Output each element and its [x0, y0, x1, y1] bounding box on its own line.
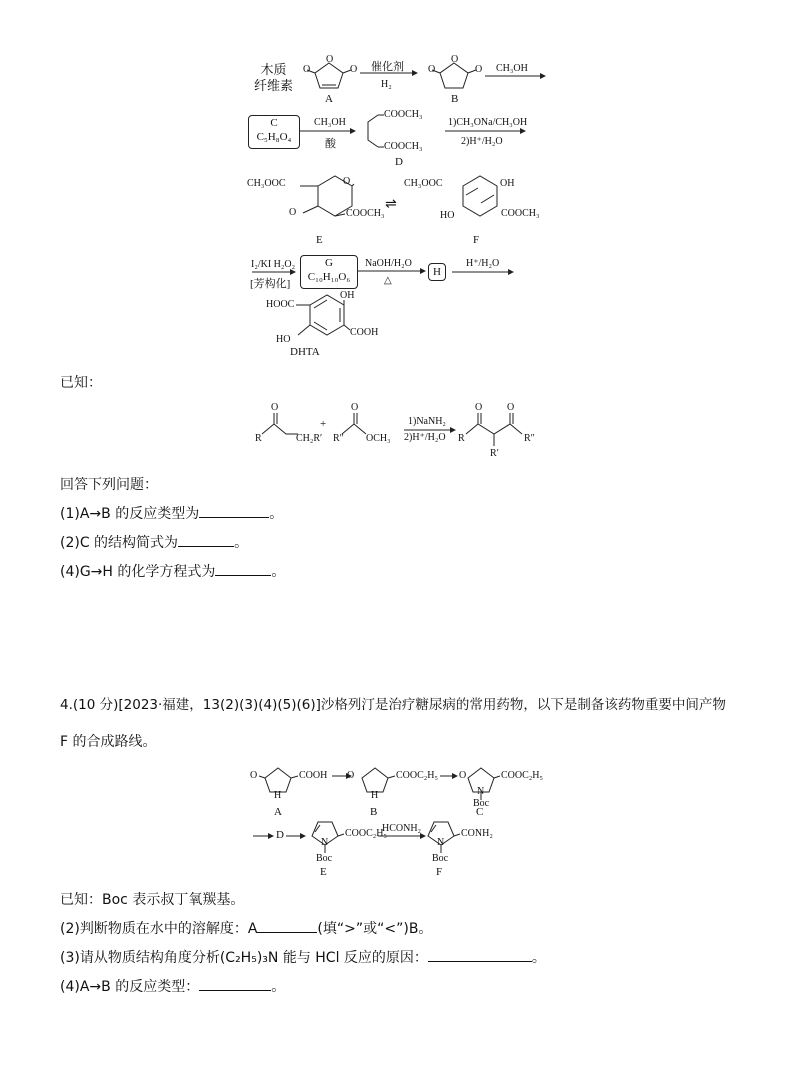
q4-item-3-text: (3)请从物质结构角度分析(C₂H₅)₃N 能与 HCl 反应的原因： [60, 950, 428, 966]
k-pr2: R″ [524, 433, 535, 444]
q4-known: 已知：Boc 表示叔丁氧羰基。 [60, 892, 245, 908]
k-cond2: 2)H⁺/H₂O [404, 432, 446, 443]
h2-label: H₂ [381, 79, 392, 90]
k-o1: O [271, 402, 279, 413]
step2: 2)H⁺/H₂O [461, 136, 503, 147]
compound-c-box: C C₅H₈O₄ [248, 115, 300, 149]
b-o-left: O [428, 64, 436, 75]
q4-c-boc: Boc [473, 798, 490, 809]
naoh-cond: NaOH/H₂O [365, 258, 412, 269]
q4-a-o: O [250, 770, 258, 781]
k-o3: O [475, 402, 483, 413]
answer-blank-2[interactable] [178, 534, 234, 547]
dhta-oh: OH [340, 290, 355, 301]
label-f: F [473, 234, 480, 246]
ch3oh-1: CH₃OH [496, 63, 528, 74]
label-b: B [451, 93, 459, 105]
d-bottom: COOCH₃ [384, 141, 423, 152]
equilibrium-arrow: ⇌ [385, 196, 397, 212]
b-o-right: O [475, 64, 483, 75]
e-right: COOCH₃ [346, 208, 385, 219]
step1: 1)CH₃ONa/CH₃OH [448, 117, 528, 128]
k-o4: O [507, 402, 515, 413]
a-o-left: O [303, 64, 311, 75]
d-top: COOCH₃ [384, 109, 423, 120]
q4-f-amide: CONH₂ [461, 828, 493, 839]
k-pr: R [458, 433, 465, 444]
q4-item-4-end: 。 [271, 979, 286, 995]
dhta-hooc: HOOC [266, 299, 295, 310]
compound-d-structure [368, 115, 384, 147]
q4-f-boc: Boc [432, 853, 449, 864]
compound-dhta-structure [296, 295, 350, 335]
q3-item-1 [60, 503, 283, 523]
i2-cond: I₂/KI H₂O₂ [251, 259, 296, 270]
answer-blank-5[interactable] [428, 949, 532, 962]
k-o2: O [351, 402, 359, 413]
q4-hconh2: HCONH₂ [382, 823, 422, 834]
q4-label-b: B [370, 806, 378, 818]
f-right: COOCH₃ [501, 208, 540, 219]
q4-c-o: O [459, 770, 467, 781]
q4-label-f: F [436, 866, 443, 878]
dhta-ho: HO [276, 334, 291, 345]
q4-item-3 [60, 947, 546, 967]
q3-item-2 [60, 532, 248, 552]
answer-blank-3[interactable] [215, 563, 271, 576]
q4-item-3-end: 。 [531, 950, 546, 966]
compound-a-structure [307, 63, 351, 88]
a-o-top: O [326, 54, 334, 65]
q4-b-o: O [347, 770, 355, 781]
acid-label: 酸 [325, 138, 336, 150]
a-o-right: O [350, 64, 358, 75]
e-o1: O [343, 176, 351, 187]
q4-c-ester: COOC₂H₅ [501, 770, 543, 781]
aromatization: [芳构化] [250, 278, 291, 290]
q4-f-n: N [437, 837, 445, 848]
known-title: 已知： [60, 375, 102, 391]
hplus-cond: H⁺/H₂O [466, 258, 500, 269]
heat-symbol: △ [384, 275, 392, 286]
q4-item-2-text: (2)判断物质在水中的溶解度：A [60, 921, 258, 937]
q4-item-2-tail: (填“>”或“<”)B。 [317, 921, 433, 937]
q4-b-ester: COOC₂H₅ [396, 770, 438, 781]
answer-blank-6[interactable] [199, 978, 271, 991]
compound-b-structure [432, 63, 476, 88]
q3-item-2-end: 。 [234, 535, 249, 551]
q3-item-1-text: (1)A→B 的反应类型为 [60, 506, 200, 522]
q4-c-n: N [477, 786, 485, 797]
q3-item-4 [60, 561, 285, 581]
wood-cellulose: 木质 纤维素 [254, 62, 294, 93]
ch3oh-2: CH₃OH [314, 117, 346, 128]
q4-a-cooh: COOH [299, 770, 328, 781]
e-left: CH₃OOC [247, 178, 286, 189]
q4-label-e: E [320, 866, 327, 878]
q3-item-1-end: 。 [269, 506, 284, 522]
f-ho: HO [440, 210, 455, 221]
f-left: CH₃OOC [404, 178, 443, 189]
label-e: E [316, 234, 323, 246]
dhta-cooh: COOH [350, 327, 379, 338]
compound-f-structure [463, 176, 497, 216]
q3-item-2-text: (2)C 的结构简式为 [60, 535, 179, 551]
label-a: A [325, 93, 333, 105]
q4-label-a: A [274, 806, 282, 818]
q4-e-n: N [321, 837, 329, 848]
compound-h-box: H [428, 263, 446, 281]
answer-blank-1[interactable] [199, 505, 269, 518]
label-dhta: DHTA [290, 346, 320, 358]
label-d: D [395, 156, 403, 168]
q4-header: 4.(10 分)[2023·福建，13(2)(3)(4)(5)(6)]沙格列汀是治疗糖尿病的常用药物，以下是制备该药物重要中间产物 [60, 697, 726, 713]
k-r2: R″ [333, 433, 344, 444]
k-prp: R′ [490, 448, 499, 459]
k-och3: OCH₃ [366, 433, 391, 444]
q4-header-2: F 的合成路线。 [60, 734, 157, 750]
catalyst-label: 催化剂 [371, 61, 404, 73]
compound-g-box: G C₁₀H₁₀O₆ [300, 255, 358, 289]
q4-item-2 [60, 918, 432, 938]
f-oh: OH [500, 178, 515, 189]
q4-item-4-text: (4)A→B 的反应类型： [60, 979, 200, 995]
q4-e-ester: COOC₂H₅ [345, 828, 387, 839]
q3-intro: 回答下列问题： [60, 477, 158, 493]
k-ch2r: CH₂R′ [296, 433, 323, 444]
k-r1: R [255, 433, 262, 444]
b-o-top: O [451, 54, 459, 65]
q3-item-4-end: 。 [271, 564, 286, 580]
q4-d: D [276, 829, 284, 841]
q4-b-nh: H [371, 790, 379, 801]
q3-item-4-text: (4)G→H 的化学方程式为 [60, 564, 216, 580]
e-o2: O [289, 207, 297, 218]
q4-item-4 [60, 976, 285, 996]
q4-label-c: C [476, 806, 484, 818]
q4-e-boc: Boc [316, 853, 333, 864]
q4-a-nh: H [274, 790, 282, 801]
answer-blank-4[interactable] [257, 920, 317, 933]
k-cond1: 1)NaNH₂ [408, 416, 446, 427]
k-plus: + [320, 418, 327, 430]
